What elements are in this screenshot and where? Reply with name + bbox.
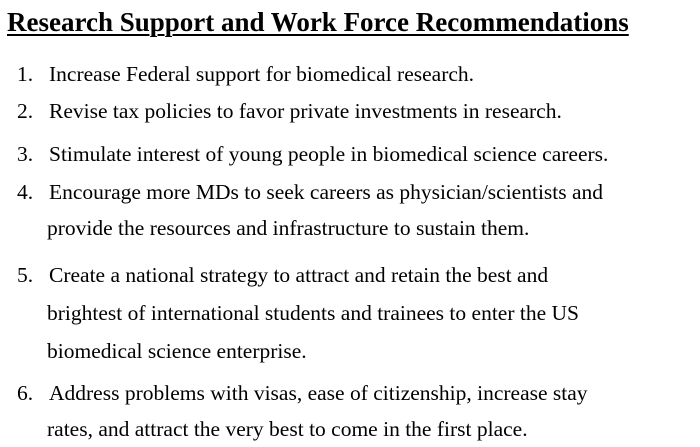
recommendation-item-6 [17,375,697,447]
item-text-line: provide the resources and infrastructure to sustain them. [47,216,530,240]
item-text-line: brightest of international students and trainees to enter the US [47,301,579,325]
item-text-line: Create a national strategy to attract and retain the best and [49,263,549,287]
item-number: 1. [17,62,34,86]
item-text-line: Stimulate interest of young people in biomedical science careers. [49,142,609,166]
recommendation-item-2 [17,93,697,129]
item-text-line: rates, and attract the very best to come in the first place. [47,417,528,441]
item-text-line: Increase Federal support for biomedical research. [49,62,475,86]
item-number: 4. [17,180,34,204]
recommendation-item-3 [17,136,697,172]
item-text-line: Encourage more MDs to seek careers as physician/scientists and [49,180,604,204]
recommendation-item-5 [17,256,697,370]
item-text-line: biomedical science enterprise. [47,339,307,363]
page-title: Research Support and Work Force Recommendations [7,7,629,37]
item-number: 3. [17,142,34,166]
recommendation-item-1 [17,56,697,92]
item-number: 5. [17,263,34,287]
item-text-line: Revise tax policies to favor private investments in research. [49,99,562,123]
item-text-line: Address problems with visas, ease of citizenship, increase stay [49,381,588,405]
item-number: 6. [17,381,34,405]
item-number: 2. [17,99,34,123]
recommendation-item-4 [17,174,697,246]
